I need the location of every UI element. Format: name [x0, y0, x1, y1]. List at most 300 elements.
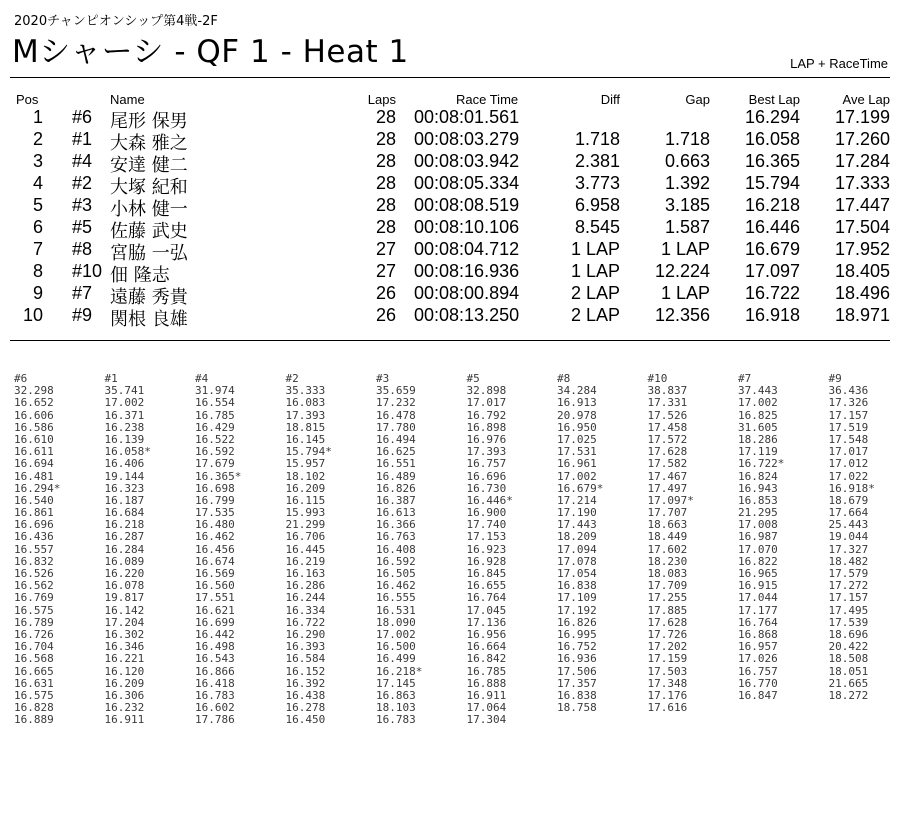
result-name: 遠藤 秀貴 — [110, 287, 188, 308]
lap-time: 16.696 — [14, 518, 54, 532]
lap-time: 16.560 — [195, 579, 235, 593]
lap-time: 17.327 — [828, 542, 869, 556]
lap-time: 16.783 — [376, 713, 416, 727]
result-pos: 7 — [32, 239, 43, 259]
lap-time: 16.866 — [195, 664, 235, 678]
result-name: 安達 健二 — [110, 155, 188, 176]
lap-time: 16.078 — [104, 579, 145, 593]
lap-time: 17.357 — [557, 676, 597, 690]
lap-time: 16.500 — [376, 640, 416, 654]
result-pos: 3 — [32, 151, 43, 171]
lap-time: 17.017 — [466, 396, 507, 410]
result-ave-lap: 17.199 — [834, 107, 890, 127]
result-laps: 26 — [375, 305, 396, 325]
lap-time: 16.139 — [104, 432, 145, 446]
lap-time: 16.911 — [104, 713, 145, 727]
lap-time: 16.726 — [14, 627, 54, 641]
result-name: 佃 隆志 — [110, 265, 170, 286]
race-time-header: Race Time — [456, 92, 519, 107]
lap-time: 17.044 — [738, 591, 778, 605]
name-header: Name — [110, 92, 145, 107]
lap-time: 17.002 — [376, 627, 416, 641]
result-diff: 2 LAP — [570, 305, 620, 325]
result-pos: 8 — [32, 261, 43, 281]
lap-time: 16.832 — [14, 554, 54, 568]
result-laps: 27 — [375, 261, 396, 281]
result-diff: 1 LAP — [570, 261, 620, 281]
lap-time: 16.568 — [14, 652, 54, 666]
result-pos: 9 — [32, 283, 43, 303]
lap-column-header: #3 — [376, 372, 390, 385]
result-pos: 1 — [32, 107, 43, 127]
lap-time: 17.153 — [466, 530, 507, 544]
lap-time: 17.070 — [738, 542, 778, 556]
lap-time: 31.974 — [195, 384, 235, 398]
result-name: 大森 雅之 — [110, 133, 188, 154]
lap-time: 16.763 — [376, 530, 416, 544]
result-name: 佐藤 武史 — [110, 221, 188, 242]
lap-time: 17.190 — [557, 506, 597, 520]
lap-time: 17.495 — [828, 603, 869, 617]
lap-time: 17.885 — [647, 603, 688, 617]
lap-time: 17.272 — [828, 579, 869, 593]
lap-time: 18.286 — [738, 432, 778, 446]
lap-time: 16.915 — [738, 579, 778, 593]
lap-time: 16.826 — [557, 615, 597, 629]
lap-time: 16.722* — [738, 457, 785, 471]
lap-time: 16.499 — [376, 652, 416, 666]
result-kart-no: #4 — [72, 151, 93, 171]
lap-time: 16.244 — [285, 591, 326, 605]
lap-time: 17.443 — [557, 518, 597, 532]
event-subtitle: 2020チャンピオンシップ第4戦-2F — [14, 14, 218, 29]
result-diff: 1.718 — [574, 129, 620, 149]
lap-time: 36.436 — [828, 384, 869, 398]
result-race-time: 00:08:00.894 — [414, 283, 520, 303]
result-kart-no: #5 — [72, 217, 93, 237]
lap-column — [467, 373, 558, 726]
lap-time: 17.786 — [195, 713, 235, 727]
lap-time: 17.526 — [647, 408, 688, 422]
result-gap: 12.356 — [654, 305, 710, 325]
result-laps: 28 — [375, 107, 396, 127]
lap-time: 16.730 — [466, 481, 507, 495]
result-name: 小林 健一 — [110, 199, 188, 220]
lap-time: 17.232 — [376, 396, 416, 410]
lap-time: 16.562 — [14, 579, 54, 593]
lap-column — [376, 373, 467, 726]
result-row — [0, 151, 900, 176]
result-ave-lap: 17.952 — [834, 239, 890, 259]
result-race-time: 00:08:16.936 — [414, 261, 520, 281]
lap-time: 16.824 — [738, 469, 778, 483]
lap-time: 18.482 — [828, 554, 869, 568]
lap-column — [557, 373, 648, 726]
result-row — [0, 283, 900, 308]
lap-column-header: #8 — [557, 372, 571, 385]
lap-time: 16.825 — [738, 408, 778, 422]
result-ave-lap: 17.284 — [834, 151, 890, 171]
result-laps: 27 — [375, 239, 396, 259]
lap-time: 16.481 — [14, 469, 54, 483]
lap-time: 17.628 — [647, 445, 688, 459]
lap-column — [195, 373, 286, 726]
lap-time: 16.393 — [285, 640, 326, 654]
lap-time: 17.097* — [647, 493, 694, 507]
lap-time: 17.002 — [104, 396, 145, 410]
lap-time: 16.785 — [466, 664, 507, 678]
result-best-lap: 17.097 — [744, 261, 800, 281]
result-pos: 6 — [32, 217, 43, 237]
lap-time: 16.406 — [104, 457, 145, 471]
lap-time: 16.757 — [466, 457, 507, 471]
result-row — [0, 305, 900, 330]
result-gap: 1.718 — [664, 129, 710, 149]
lap-time: 35.333 — [285, 384, 326, 398]
lap-time: 16.828 — [14, 701, 54, 715]
lap-time: 16.540 — [14, 493, 54, 507]
lap-time: 16.888 — [466, 676, 507, 690]
lap-time: 17.348 — [647, 676, 688, 690]
lap-time: 17.572 — [647, 432, 688, 446]
lap-time: 17.054 — [557, 567, 597, 580]
lap-time: 18.102 — [285, 469, 326, 483]
lap-time: 16.799 — [195, 493, 235, 507]
lap-time: 16.221 — [104, 652, 145, 666]
result-gap: 1 LAP — [660, 283, 710, 303]
result-laps: 28 — [375, 217, 396, 237]
result-best-lap: 16.918 — [744, 305, 800, 325]
result-diff: 2 LAP — [570, 283, 620, 303]
lap-time: 16.392 — [285, 676, 326, 690]
result-gap: 3.185 — [664, 195, 710, 215]
lap-time: 16.365* — [195, 469, 242, 483]
lap-time: 16.592 — [376, 554, 416, 568]
result-ave-lap: 17.447 — [834, 195, 890, 215]
lap-time: 16.606 — [14, 408, 54, 422]
result-row — [0, 195, 900, 220]
lap-time: 16.429 — [195, 420, 235, 434]
results-header-row — [0, 92, 900, 107]
lap-time: 16.923 — [466, 542, 507, 556]
lap-time: 18.103 — [376, 701, 416, 715]
lap-time: 17.726 — [647, 627, 688, 641]
result-laps: 28 — [375, 151, 396, 171]
result-best-lap: 16.365 — [744, 151, 800, 171]
laps-header: Laps — [367, 92, 396, 107]
result-kart-no: #8 — [72, 239, 93, 259]
lap-time: 32.298 — [14, 384, 54, 398]
lap-time: 17.159 — [647, 652, 688, 666]
lap-time: 16.995 — [557, 627, 597, 641]
lap-time: 17.157 — [828, 591, 869, 605]
result-row — [0, 239, 900, 264]
lap-time: 16.783 — [195, 688, 235, 702]
lap-time: 16.957 — [738, 640, 778, 654]
lap-time: 16.278 — [285, 701, 326, 715]
lap-time: 16.218* — [376, 664, 423, 678]
lap-time: 17.002 — [738, 396, 778, 410]
lap-time: 16.752 — [557, 640, 597, 654]
lap-time: 16.679* — [557, 481, 604, 495]
lap-time: 17.393 — [466, 445, 507, 459]
lap-time: 17.331 — [647, 396, 688, 410]
lap-time: 16.142 — [104, 603, 145, 617]
lap-time: 17.582 — [647, 457, 688, 471]
lap-time: 17.192 — [557, 603, 597, 617]
lap-column-header: #4 — [195, 372, 209, 385]
lap-time: 17.548 — [828, 432, 869, 446]
lap-time: 16.928 — [466, 554, 507, 568]
lap-time: 16.531 — [376, 603, 416, 617]
lap-time: 16.462 — [376, 579, 416, 593]
lap-time: 16.918* — [828, 481, 875, 495]
lap-time: 19.044 — [828, 530, 869, 544]
lap-time: 17.467 — [647, 469, 688, 483]
lap-time: 16.115 — [285, 493, 326, 507]
lap-time: 17.664 — [828, 506, 869, 520]
lap-time: 17.026 — [738, 652, 778, 666]
lap-time: 16.976 — [466, 432, 507, 446]
lap-time: 16.961 — [557, 457, 597, 471]
lap-time: 16.898 — [466, 420, 507, 434]
lap-time: 17.109 — [557, 591, 597, 605]
lap-time: 18.449 — [647, 530, 688, 544]
lap-time: 17.679 — [195, 457, 235, 471]
result-kart-no: #2 — [72, 173, 93, 193]
lap-time: 18.090 — [376, 615, 416, 629]
lap-time: 17.214 — [557, 493, 597, 507]
lap-time: 16.704 — [14, 640, 54, 654]
result-pos: 4 — [32, 173, 43, 193]
result-ave-lap: 17.260 — [834, 129, 890, 149]
lap-time: 16.611 — [14, 445, 54, 459]
lap-column-header: #7 — [738, 372, 752, 385]
lap-time: 16.209 — [104, 676, 145, 690]
lap-time: 16.187 — [104, 493, 145, 507]
result-diff: 2.381 — [574, 151, 620, 171]
pos-header: Pos — [16, 92, 39, 107]
lap-time: 16.900 — [466, 506, 507, 520]
lap-time: 16.674 — [195, 554, 235, 568]
lap-time: 35.659 — [376, 384, 416, 398]
lap-time: 16.163 — [285, 567, 326, 580]
result-race-time: 00:08:05.334 — [414, 173, 520, 193]
lap-time: 16.696 — [466, 469, 507, 483]
lap-time: 16.613 — [376, 506, 416, 520]
lap-time: 16.770 — [738, 676, 778, 690]
lap-time: 16.845 — [466, 567, 507, 580]
lap-column — [829, 373, 900, 726]
lap-time: 16.445 — [285, 542, 326, 556]
lap-time: 16.625 — [376, 445, 416, 459]
lap-time: 17.628 — [647, 615, 688, 629]
lap-time: 16.684 — [104, 506, 145, 520]
lap-time: 16.462 — [195, 530, 235, 544]
lap-time: 16.083 — [285, 396, 326, 410]
lap-time: 17.740 — [466, 518, 507, 532]
lap-time: 18.815 — [285, 420, 326, 434]
result-laps: 28 — [375, 129, 396, 149]
result-diff: 3.773 — [574, 173, 620, 193]
lap-time: 16.575 — [14, 603, 54, 617]
lap-time: 16.555 — [376, 591, 416, 605]
lap-time: 21.665 — [828, 676, 869, 690]
lap-time: 17.503 — [647, 664, 688, 678]
lap-time: 16.694 — [14, 457, 54, 471]
lap-column — [648, 373, 739, 726]
result-row — [0, 107, 900, 132]
lap-time: 16.826 — [376, 481, 416, 495]
result-laps: 26 — [375, 283, 396, 303]
lap-time: 17.602 — [647, 542, 688, 556]
lap-time: 18.272 — [828, 688, 869, 702]
lap-time: 16.302 — [104, 627, 145, 641]
lap-time: 32.898 — [466, 384, 507, 398]
lap-time: 16.764 — [466, 591, 507, 605]
lap-column — [105, 373, 196, 726]
result-best-lap: 16.294 — [744, 107, 800, 127]
section-divider — [10, 340, 890, 341]
result-diff: 1 LAP — [570, 239, 620, 259]
result-ave-lap: 18.971 — [834, 305, 890, 325]
lap-time: 16.575 — [14, 688, 54, 702]
lap-time: 15.993 — [285, 506, 326, 520]
lap-time: 16.621 — [195, 603, 235, 617]
lap-time: 17.326 — [828, 396, 869, 410]
lap-time: 17.204 — [104, 615, 145, 629]
lap-time: 16.569 — [195, 567, 235, 580]
lap-time: 16.543 — [195, 652, 235, 666]
lap-time: 16.446* — [466, 493, 513, 507]
lap-time: 17.022 — [828, 469, 869, 483]
lap-time: 18.209 — [557, 530, 597, 544]
lap-times-grid — [14, 373, 900, 726]
lap-time: 17.176 — [647, 688, 688, 702]
result-kart-no: #10 — [72, 261, 103, 281]
lap-time: 16.722 — [285, 615, 326, 629]
lap-time: 16.438 — [285, 688, 326, 702]
lap-column-header: #5 — [466, 372, 480, 385]
lap-time: 17.551 — [195, 591, 235, 605]
result-best-lap: 15.794 — [744, 173, 800, 193]
lap-time: 37.443 — [738, 384, 778, 398]
lap-time: 17.707 — [647, 506, 688, 520]
lap-time: 34.284 — [557, 384, 597, 398]
result-kart-no: #9 — [72, 305, 93, 325]
lap-time: 17.078 — [557, 554, 597, 568]
lap-time: 16.089 — [104, 554, 145, 568]
result-race-time: 00:08:03.942 — [414, 151, 520, 171]
lap-time: 16.965 — [738, 567, 778, 580]
lap-time: 17.119 — [738, 445, 778, 459]
result-kart-no: #1 — [72, 129, 93, 149]
lap-time: 19.144 — [104, 469, 145, 483]
lap-time: 16.436 — [14, 530, 54, 544]
lap-time: 16.822 — [738, 554, 778, 568]
lap-time: 17.017 — [828, 445, 869, 459]
result-diff: 6.958 — [574, 195, 620, 215]
lap-time: 16.698 — [195, 481, 235, 495]
lap-time: 16.706 — [285, 530, 326, 544]
lap-time: 16.868 — [738, 627, 778, 641]
lap-time: 16.522 — [195, 432, 235, 446]
lap-column — [14, 373, 105, 726]
lap-time: 16.287 — [104, 530, 145, 544]
lap-time: 16.785 — [195, 408, 235, 422]
result-pos: 2 — [32, 129, 43, 149]
lap-column-header: #2 — [285, 372, 299, 385]
result-ave-lap: 18.405 — [834, 261, 890, 281]
result-race-time: 00:08:10.106 — [414, 217, 520, 237]
lap-time: 16.757 — [738, 664, 778, 678]
lap-time: 17.012 — [828, 457, 869, 471]
lap-time: 16.586 — [14, 420, 54, 434]
lap-time: 18.758 — [557, 701, 597, 715]
lap-time: 16.863 — [376, 688, 416, 702]
lap-time: 16.450 — [285, 713, 326, 727]
lap-time: 16.238 — [104, 420, 145, 434]
lap-time: 19.817 — [104, 591, 145, 605]
lap-time: 16.592 — [195, 445, 235, 459]
lap-time: 17.136 — [466, 615, 507, 629]
lap-time: 16.631 — [14, 676, 54, 690]
lap-time: 31.605 — [738, 420, 778, 434]
result-race-time: 00:08:08.519 — [414, 195, 520, 215]
lap-time: 16.764 — [738, 615, 778, 629]
lap-time: 16.290 — [285, 627, 326, 641]
result-row — [0, 217, 900, 242]
lap-time: 25.443 — [828, 518, 869, 532]
lap-time: 16.950 — [557, 420, 597, 434]
lap-time: 17.393 — [285, 408, 326, 422]
result-kart-no: #3 — [72, 195, 93, 215]
lap-time: 18.696 — [828, 627, 869, 641]
lap-time: 16.334 — [285, 603, 326, 617]
result-name: 尾形 保男 — [110, 111, 188, 132]
lap-time: 17.008 — [738, 518, 778, 532]
lap-time: 16.387 — [376, 493, 416, 507]
lap-time: 16.346 — [104, 640, 145, 654]
lap-time: 16.232 — [104, 701, 145, 715]
lap-time: 16.838 — [557, 579, 597, 593]
lap-time: 16.557 — [14, 542, 54, 556]
lap-time: 16.418 — [195, 676, 235, 690]
lap-time: 16.699 — [195, 615, 235, 629]
lap-time: 17.519 — [828, 420, 869, 434]
lap-time: 17.255 — [647, 591, 688, 605]
lap-time: 17.539 — [828, 615, 869, 629]
lap-time: 16.789 — [14, 615, 54, 629]
lap-time: 16.286 — [285, 579, 326, 593]
lap-time: 15.794* — [285, 445, 332, 459]
page-title: Mシャーシ - QF 1 - Heat 1 — [12, 34, 409, 70]
result-gap: 0.663 — [664, 151, 710, 171]
lap-time: 17.497 — [647, 481, 688, 495]
lap-time: 17.045 — [466, 603, 507, 617]
lap-time: 16.943 — [738, 481, 778, 495]
lap-column-header: #9 — [828, 372, 842, 385]
lap-time: 16.842 — [466, 652, 507, 666]
lap-column-header: #10 — [647, 372, 668, 385]
lap-time: 16.602 — [195, 701, 235, 715]
lap-time: 17.579 — [828, 567, 869, 580]
lap-time: 18.508 — [828, 652, 869, 666]
lap-column-header: #6 — [14, 372, 28, 385]
lap-time: 16.911 — [466, 688, 507, 702]
lap-time: 16.664 — [466, 640, 507, 654]
result-race-time: 00:08:13.250 — [414, 305, 520, 325]
